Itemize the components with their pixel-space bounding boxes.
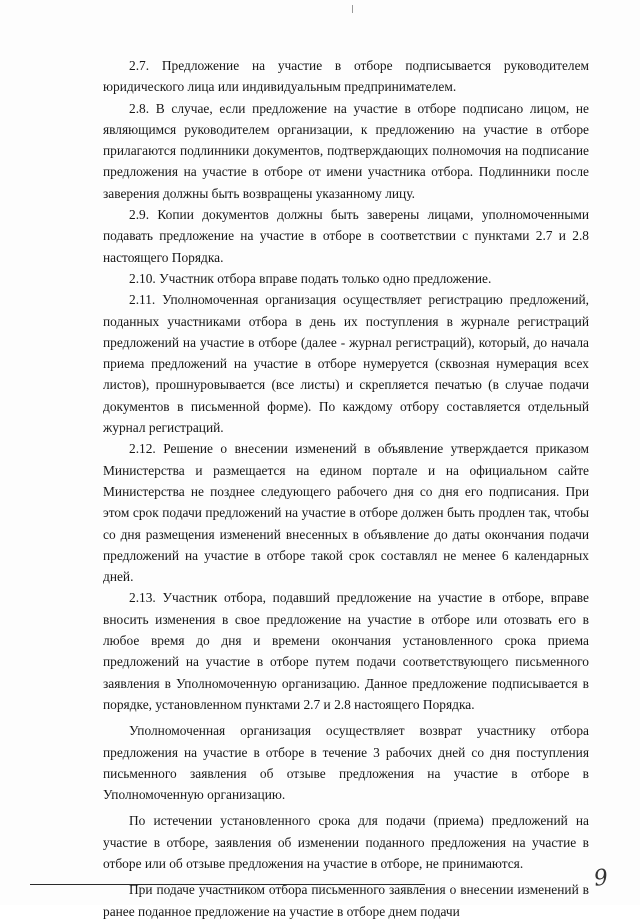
paragraph-2-13: 2.13. Участник отбора, подавший предложение на участие в отборе, вправе вносить изменения в свое предложение на участие в отборе или отозвать его в любое время до дня и времени окончания установленного срока приема предложений на участие в отборе путем подачи соответствующего письменного заявления в Уполномоченную организацию. Данное предложение подписывается в порядке, установленном пунктами 2.7 и 2.8 настоящего Порядка. (103, 590, 589, 712)
paragraph-return: Уполномоченная организация осуществляет возврат участнику отбора предложения на участие в отборе в течение 3 рабочих дней со дня поступления письменного заявления об отзыве предложения на участие в отборе в Уполномоченную организацию. (103, 723, 589, 803)
paragraph-submission: При подаче участником отбора письменного заявления о внесении изменений в ранее поданное предложение на участие в отборе днем подачи (103, 882, 589, 919)
paragraph-2-8: 2.8. В случае, если предложение на участие в отборе подписано лицом, не являющимся руководителем организации, к предложению на участие в отборе прилагаются подлинники документов, подтверждающих полномочия на подписание предложения на участие в отборе от имени участника отбора. Подлинники после заверения должны быть возвращены указанному лицу. (103, 100, 589, 201)
paragraph-2-9: 2.9. Копии документов должны быть заверены лицами, уполномоченными подавать предложение на участие в отборе в соответствии с пунктами 2.7 и 2.8 настоящего Порядка. (103, 207, 589, 265)
paragraph-2-11: 2.11. Уполномоченная организация осуществляет регистрацию предложений, поданных участниками отбора в день их поступления в журнале регистраций предложений на участие в отборе (далее - журнал регистраций), который, до начала приема предложений на участие в отборе нумеруется (сквозная нумерация всех листов), прошнуровывается (все листы) и скрепляется печатью (в случае подачи документов в письменной форме). По каждому отбору составляется отдельный журнал регистраций. (103, 292, 589, 436)
scan-mark (352, 5, 353, 13)
paragraph-2-12: 2.12. Решение о внесении изменений в объявление утверждается приказом Министерства и размещается на едином портале и на официальном сайте Министерства не позднее следующего рабочего дня со дня его подписания. При этом срок подачи предложений на участие в отборе должен быть продлен так, чтобы со дня размещения изменений внесенных в объявление до даты окончания подачи предложений на участие в отборе такой срок составлял не менее 6 календарных дней. (103, 441, 589, 585)
paragraph-2-10: 2.10. Участник отбора вправе подать только одно предложение. (129, 270, 492, 286)
paragraph-deadline: По истечении установленного срока для подачи (приема) предложений на участие в отборе, заявления об изменении поданного предложения на участие в отборе или об отзыве предложения на участие в отборе, не принимаются. (103, 813, 589, 871)
page-number: 9 (592, 865, 610, 892)
document-body (103, 55, 589, 922)
footer-rule (30, 884, 425, 885)
paragraph-2-7: 2.7. Предложение на участие в отборе подписывается руководителем юридического лица или индивидуальным предпринимателем. (103, 58, 589, 95)
